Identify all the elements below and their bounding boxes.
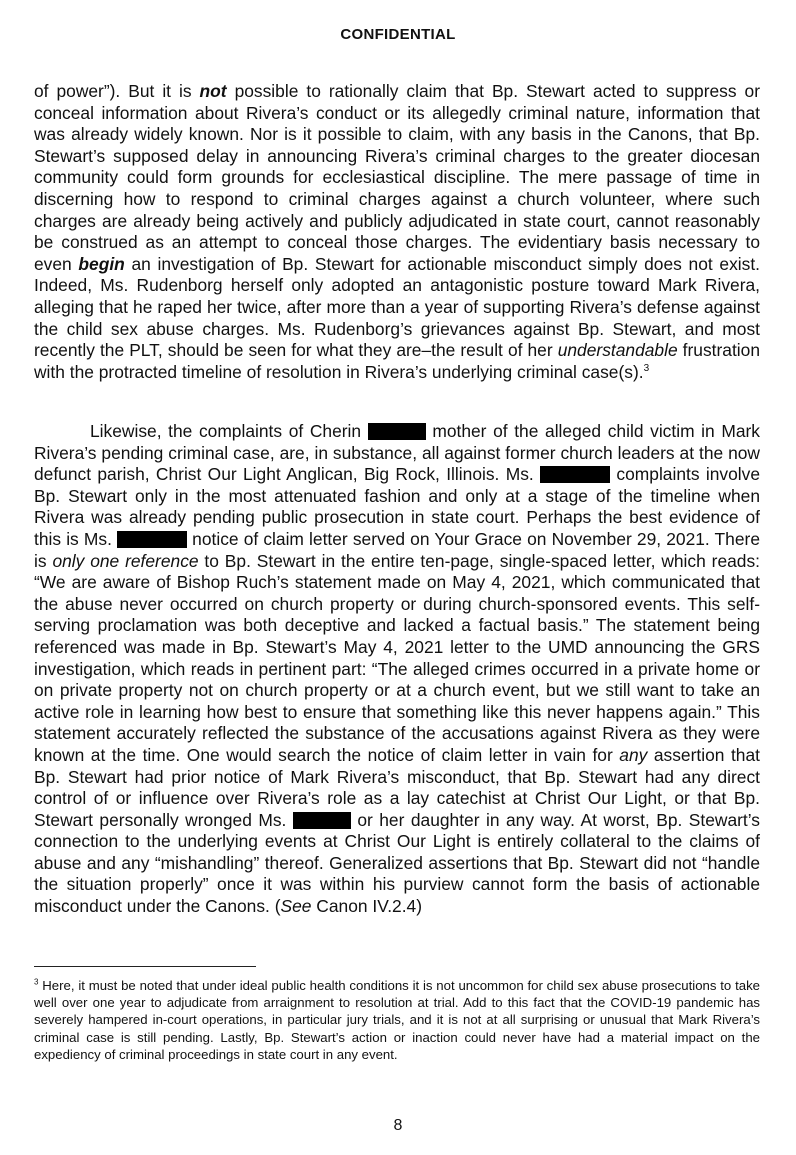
para1-text-1: of power”). But it is: [34, 81, 200, 101]
para1-emphasis-begin: begin: [78, 253, 125, 274]
para2-italic-see: See: [280, 896, 312, 917]
footnote-divider: [34, 966, 256, 967]
redaction-bar: [368, 423, 426, 440]
para2-text-6: assertion that Bp. Stewart had prior notice of Mark Rivera’s misconduct, that Bp. Stewart had any direct control of or influence over Rivera’s role as a lay catechist at Christ Our Light, or that Bp. Stewart personally wronged Ms.: [34, 744, 760, 830]
para2-text-5: to Bp. Stewart in the entire ten-page, single-spaced letter, which reads: “We are aware of Bishop Ruch’s statement made on May 4, 2021, which communicated that the abuse never occurred on church property or during church-sponsored events. This self-serving proclamation was both deceptive and lacked a factual basis.” The statement being referenced was made in Bp. Stewart’s May 4, 2021 letter to the UMD announcing the GRS investigation, which reads in pertinent part: “The alleged crimes occurred in a private home or on private property not on church property or at a church event, but we still want to take an active role in learning how best to ensure that something like this never happens again.” This statement accurately reflected the substance of the accusations against Rivera as they were known at the time. One would search the notice of claim letter in vain for: [34, 550, 760, 765]
redaction-bar: [117, 531, 187, 548]
footnote-text: Here, it must be noted that under ideal public health conditions it is not uncommon for child sex abuse prosecutions to take well over one year to adjudicate from arraignment to resolution at trial. Add to this fact that the COVID-19 pandemic has severely hampered in-court operations, in particular jury trials, and it is not at all surprising or unusual that Mark Rivera’s criminal case is still pending. Lastly, Bp. Stewart’s action or inaction could never have had a material impact on the expediency of criminal proceedings in state court in any event.: [34, 978, 760, 1062]
footnote-3: [34, 977, 760, 1063]
para2-italic-any: any: [619, 744, 648, 765]
para2-text-2: mother of the alleged child victim in Mark Rivera’s pending criminal case, are, in substance, all against former church leaders at the now defunct parish, Christ Our Light Anglican, Big Rock, Illinois. Ms.: [34, 421, 760, 485]
para2-text-7: or her daughter in any way. At worst, Bp. Stewart’s connection to the underlying events at Christ Our Light is entirely collateral to the claims of abuse and any “mishandling” thereof. Generalized assertions that Bp. Stewart did not “handle the situation properly” once it was within his purview cannot form the basis of actionable misconduct under the Canons. (: [34, 809, 761, 917]
para1-emphasis-not: not: [199, 81, 227, 101]
para1-text-2: possible to rationally claim that Bp. Stewart acted to suppress or conceal information about Rivera’s conduct or its allegedly criminal nature, information that was already widely known. Nor is it possible to claim, with any basis in the Canons, that Bp. Stewart’s supposed delay in announcing Rivera’s criminal charges to the greater diocesan community could form grounds for ecclesiastical discipline. The mere passage of time in discerning how to respond to criminal charges against a church volunteer, where such charges are already being actively and publicly adjudicated in state court, cannot reasonably be construed as an attempt to conceal those charges. The evidentiary basis necessary to even: [34, 81, 760, 274]
body-paragraph-1: [34, 81, 760, 383]
para1-italic-understandable: understandable: [557, 340, 678, 361]
footnote-reference: 3: [643, 362, 650, 374]
page-number: 8: [393, 1117, 403, 1134]
para2-text-8: Canon IV.2.4): [311, 896, 423, 917]
para2-text-1: Likewise, the complaints of Cherin: [90, 421, 368, 441]
para1-text-4: frustration with the protracted timeline of resolution in Rivera’s underlying criminal case(s).: [34, 340, 761, 382]
para2-italic-only-one-reference: only one reference: [52, 550, 199, 571]
para2-text-3: complaints involve Bp. Stewart only in the most attenuated fashion and only at a stage of the timeline when Rivera was already pending public prosecution in state court. Perhaps the best evidence of this is Ms.: [34, 464, 761, 549]
redaction-bar: [540, 466, 610, 483]
para1-text-3: an investigation of Bp. Stewart for actionable misconduct simply does not exist. Indeed, Ms. Rudenborg herself only adopted an antagonistic posture toward Mark Rivera, alleging that he raped her twice, after more than a year of supporting Rivera’s defense against the child sex abuse charges. Ms. Rudenborg’s grievances against Bp. Stewart, and most recently the PLT, should be seen for what they are–the result of her: [34, 253, 760, 361]
para2-text-4: notice of claim letter served on Your Grace on November 29, 2021. There is: [34, 528, 760, 571]
footnote-number: 3: [34, 977, 39, 987]
redaction-bar: [293, 812, 351, 829]
body-paragraph-2: [34, 421, 760, 918]
confidential-header: CONFIDENTIAL: [340, 26, 456, 43]
